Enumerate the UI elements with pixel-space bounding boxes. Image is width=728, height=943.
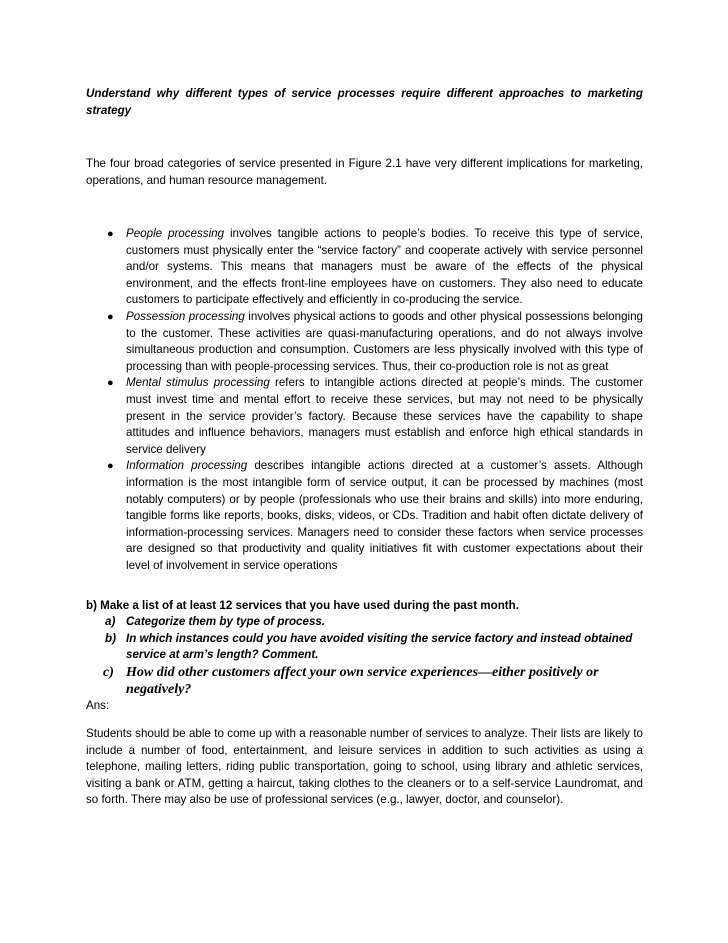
bullet-icon: ● — [107, 228, 114, 240]
sub-question-c — [86, 664, 643, 698]
service-categories-list — [86, 226, 643, 574]
list-item-term: People processing — [126, 227, 225, 240]
sub-question-label: c) — [103, 664, 114, 680]
list-item — [86, 458, 643, 574]
sub-question-label: a) — [105, 615, 116, 629]
sub-question-label: b) — [105, 631, 116, 645]
intro-paragraph: The four broad categories of service presented in Figure 2.1 have very different implications for marketing, operations, and human resource management. — [86, 157, 643, 187]
question-b-block — [86, 598, 643, 714]
sub-question-b — [86, 631, 643, 664]
bullet-icon: ● — [107, 310, 114, 323]
sub-question-a — [86, 614, 643, 630]
answer-label: Ans: — [86, 698, 110, 712]
list-item — [86, 226, 643, 309]
list-item — [86, 375, 643, 458]
bullet-icon: ● — [107, 377, 114, 390]
sub-question-text: In which instances could you have avoided visiting the service factory and instead obtained service at arm’s length? Comment. — [126, 631, 633, 662]
list-item-text: involves physical actions to goods and other physical possessions belonging to the customer. These activities are quasi-manufacturing operations, and do not always involve simultaneous production and consumption. Customers are less physically involved with this type of processing than with people-processing services. Thus, their co-production role is not as great — [126, 309, 644, 373]
section-heading: Understand why different types of service processes require different approaches to marketing strategy — [86, 87, 643, 117]
list-item-term: Possession processing — [126, 309, 245, 323]
list-item-term: Mental stimulus processing — [126, 376, 270, 390]
sub-question-text: How did other customers affect your own service experiences—either positively or negatively? — [126, 664, 599, 697]
list-item-text: involves tangible actions to people’s bodies. To receive this type of service, customers must physically enter the “service factory” and cooperate actively with service personnel and/or systems. This means that managers must be aware of the effects of the physical environment, and the effects front-line employees have on customers. They also need to educate customers to participate effectively and efficiently in co-producing the service. — [126, 227, 643, 307]
sub-question-text: Categorize them by type of process. — [126, 615, 326, 629]
bullet-icon: ● — [107, 460, 114, 473]
list-item-text: describes intangible actions directed at a customer’s assets. Although information is the most intangible form of service output, it can be processed by machines (most notably computers) or by people (professionals who use their brains and skills) into more enduring, tangible forms like reports, books, disks, videos, or CDs. Tradition and habit often dictate delivery of information-processing services. Managers need to consider these factors when service processes are designed so that productivity and quality initiatives fit with customer expectations about their level of involvement in service operations — [126, 459, 643, 572]
list-item — [86, 309, 643, 375]
list-item-term: Information processing — [126, 459, 248, 473]
answer-paragraph: Students should be able to come up with a reasonable number of services to analyze. Their lists are likely to include a number of food, entertainment, and leisure services in addition to such activities as using a telephone, mailing letters, riding public transportation, going to school, using library and athletic services, visiting a bank or ATM, getting a haircut, taking clothes to the cleaners or to a self-service Laundromat, and so forth. There may also be use of professional services (e.g., lawyer, doctor, and counselor). — [86, 727, 643, 807]
question-b: b) Make a list of at least 12 services that you have used during the past month. — [86, 599, 519, 612]
list-item-text: refers to intangible actions directed at people’s minds. The customer must invest time and mental effort to receive these services, but may not need to be physically present in the service provider’s factory. Because these services have the capability to shape attitudes and influence behaviors, managers must establish and enforce high ethical standards in service delivery — [126, 376, 643, 456]
